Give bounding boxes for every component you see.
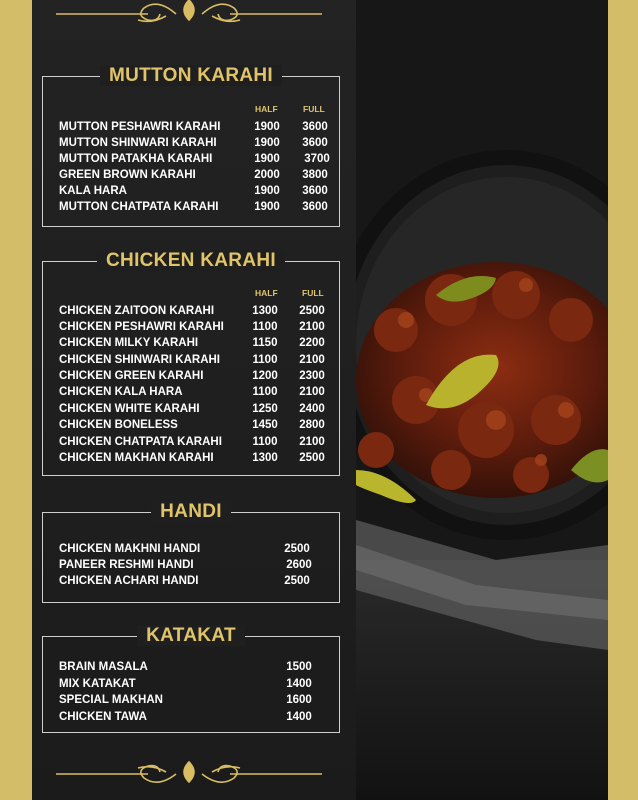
item-name: MUTTON PESHAWRI KARAHI [59, 121, 221, 133]
full-price: 3700 [304, 153, 330, 165]
price: 1600 [286, 694, 312, 706]
menu-item [59, 659, 329, 675]
half-column-header: HALF [255, 104, 278, 114]
section-title-wrap [43, 624, 339, 648]
bottom-ornament [48, 758, 330, 792]
section-title: MUTTON KARAHI [100, 65, 282, 86]
menu-item [59, 151, 329, 167]
full-price: 2500 [299, 452, 325, 464]
half-price: 1200 [252, 370, 278, 382]
section-title: KATAKAT [137, 625, 245, 646]
item-name: GREEN BROWN KARAHI [59, 169, 196, 181]
full-price: 2500 [299, 305, 325, 317]
half-price: 1100 [252, 436, 278, 448]
item-name: CHICKEN WHITE KARAHI [59, 403, 200, 415]
menu-item [59, 135, 329, 151]
item-name: BRAIN MASALA [59, 661, 148, 673]
item-name: CHICKEN PESHAWRI KARAHI [59, 321, 224, 333]
section-title-wrap [43, 500, 339, 524]
item-name: CHICKEN ACHARI HANDI [59, 575, 199, 587]
menu-item [59, 167, 329, 183]
half-price: 1150 [252, 337, 278, 349]
full-column-header: FULL [302, 288, 324, 298]
half-price: 1100 [252, 321, 278, 333]
section-title-wrap [43, 249, 339, 273]
menu-item [59, 692, 329, 708]
top-ornament [48, 0, 330, 28]
menu-item [59, 183, 329, 199]
half-price: 1900 [254, 153, 280, 165]
item-name: MUTTON CHATPATA KARAHI [59, 201, 219, 213]
full-price: 3600 [302, 185, 328, 197]
half-price: 1250 [252, 403, 278, 415]
full-price: 2100 [299, 386, 325, 398]
half-price: 1900 [254, 121, 280, 133]
item-name: MUTTON SHINWARI KARAHI [59, 137, 217, 149]
full-price: 2100 [299, 321, 325, 333]
section-title: HANDI [151, 501, 231, 522]
item-name: CHICKEN GREEN KARAHI [59, 370, 204, 382]
item-name: CHICKEN TAWA [59, 711, 147, 723]
price: 1500 [286, 661, 312, 673]
menu-item [59, 573, 329, 589]
menu-item [59, 401, 329, 417]
menu-item [59, 541, 329, 557]
menu-item [59, 119, 329, 135]
item-name: KALA HARA [59, 185, 127, 197]
item-name: CHICKEN BONELESS [59, 419, 178, 431]
menu-item [59, 557, 329, 573]
section-title-wrap [43, 64, 339, 88]
menu-item [59, 319, 329, 335]
full-price: 3600 [302, 121, 328, 133]
item-name: CHICKEN MAKHAN KARAHI [59, 452, 214, 464]
menu-item [59, 417, 329, 433]
full-price: 3800 [302, 169, 328, 181]
half-price: 1100 [252, 354, 278, 366]
menu-item [59, 199, 329, 215]
menu-item [59, 709, 329, 725]
full-price: 2100 [299, 354, 325, 366]
menu-item [59, 352, 329, 368]
mutton-karahi-section [42, 65, 340, 227]
karahi-food-photo [356, 0, 608, 800]
item-name: CHICKEN MILKY KARAHI [59, 337, 199, 349]
half-price: 1900 [254, 201, 280, 213]
item-name: SPECIAL MAKHAN [59, 694, 163, 706]
half-price: 1300 [252, 452, 278, 464]
menu-item [59, 335, 329, 351]
item-name: CHICKEN SHINWARI KARAHI [59, 354, 220, 366]
item-name: MIX KATAKAT [59, 678, 136, 690]
handi-section [42, 501, 340, 603]
menu-item [59, 368, 329, 384]
half-price: 1900 [254, 185, 280, 197]
half-price: 1100 [252, 386, 278, 398]
price: 1400 [286, 678, 312, 690]
menu-item [59, 450, 329, 466]
full-price: 2200 [299, 337, 325, 349]
menu-item [59, 676, 329, 692]
full-price: 3600 [302, 201, 328, 213]
half-price: 2000 [254, 169, 280, 181]
full-price: 2400 [299, 403, 325, 415]
item-name: CHICKEN CHATPATA KARAHI [59, 436, 222, 448]
price: 2600 [286, 559, 312, 571]
item-name: CHICKEN MAKHNI HANDI [59, 543, 201, 555]
full-price: 2300 [299, 370, 325, 382]
full-price: 3600 [302, 137, 328, 149]
item-name: CHICKEN KALA HARA [59, 386, 183, 398]
half-price: 1450 [252, 419, 278, 431]
menu-item [59, 434, 329, 450]
half-column-header: HALF [255, 288, 278, 298]
price: 2500 [284, 575, 310, 587]
menu-item [59, 303, 329, 319]
chicken-karahi-section [42, 250, 340, 476]
half-price: 1900 [254, 137, 280, 149]
full-price: 2800 [299, 419, 325, 431]
katakat-section [42, 625, 340, 733]
half-price: 1300 [252, 305, 278, 317]
price: 1400 [286, 711, 312, 723]
section-title: CHICKEN KARAHI [97, 250, 285, 271]
full-column-header: FULL [303, 104, 325, 114]
item-name: MUTTON PATAKHA KARAHI [59, 153, 213, 165]
full-price: 2100 [299, 436, 325, 448]
price: 2500 [284, 543, 310, 555]
item-name: PANEER RESHMI HANDI [59, 559, 194, 571]
menu-item [59, 384, 329, 400]
item-name: CHICKEN ZAITOON KARAHI [59, 305, 215, 317]
